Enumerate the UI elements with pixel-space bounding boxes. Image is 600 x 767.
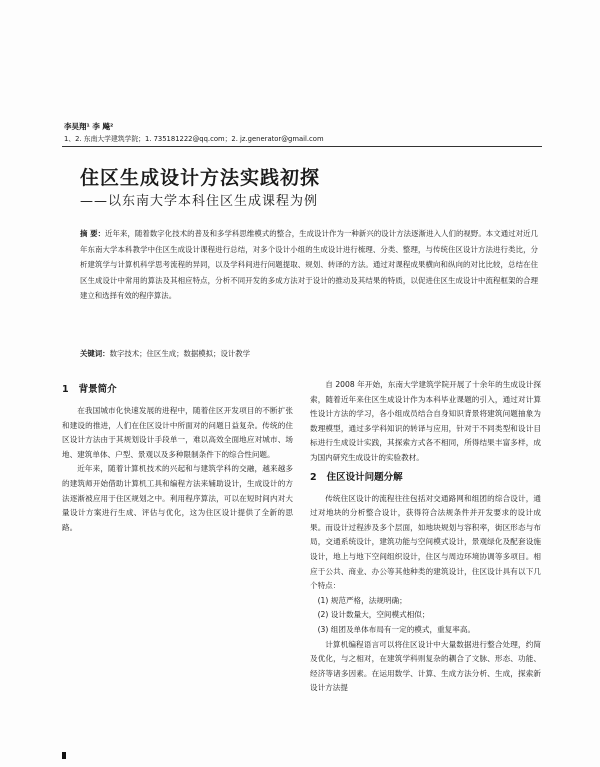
section-number: 1 (62, 384, 69, 395)
abstract-label: 摘 要： (80, 229, 106, 238)
header-divider (62, 146, 542, 147)
left-column (62, 378, 293, 535)
list-item: (2) 设计数量大，空间模式相似； (317, 610, 430, 620)
affiliation-line: 1、2. 东南大学建筑学院；1. 735181222@qq.com；2. jz.generator@gmail.com (64, 135, 324, 143)
list-item: (3) 组团及单体布局有一定的模式，重复率高。 (317, 624, 476, 634)
body-paragraph: 在我国城市化快速发展的进程中，随着住区开发项目的不断扩张和建设的推进，人们在住区设计中所面对的问题日益复杂。传统的住区设计方法由于其规划设计手段单一，难以高效全面地应对城市、场地、建筑单体、户型、景观以及多种限制条件下的综合性问题。 (62, 406, 293, 459)
paper-subtitle: ——以东南大学本科住区生成课程为例 (80, 194, 319, 209)
body-paragraph: 计算机编程语言可以将住区设计中大量数据进行整合处理，约简及优化，与之相对，在建筑学科则复杂的耦合了文脉、形态、功能、经济等诸多因素。在运用数学、计算、生成方法分析、生成，探索新设计方法提 (310, 639, 541, 693)
paper-title: 住区生成设计方法实践初探 (80, 167, 321, 189)
keywords-label: 关键词： (80, 349, 110, 358)
body-paragraph: 近年来，随着计算机技术的兴起和与建筑学科的交融，越来越多的建筑师开始借助计算机工具和编程方法来辅助设计，生成设计的方法逐渐被应用于住区规划之中。利用程序算法，可以在短时间内对大量设计方案进行生成、评估与优化，这为住区设计提供了全新的思路。 (62, 464, 293, 532)
section-number: 2 (310, 471, 317, 483)
right-column (310, 378, 541, 696)
list-item: (1) 规范严格，法规明确； (317, 595, 407, 605)
author-line: 李昊翔¹ 李 飚² (64, 122, 114, 131)
abstract-block (80, 226, 538, 304)
body-paragraph: 自 2008 年开始，东南大学建筑学院开展了十余年的生成设计探索，随着近年来住区生成设计作为本科毕业课题的引入，通过对计算性设计方法的学习，各小组成员结合自身知识背景将建筑问题抽象为数理模型，通过多学科知识的转译与应用，针对于不同类型和设计目标进行生成设计实践，其探索方式各不相同，所得结果丰富多样，成为国内研究生成设计的实验教材。 (310, 380, 541, 462)
section-title: 背景简介 (78, 384, 117, 395)
abstract-text: 近年来，随着数字化技术的普及和多学科思维模式的整合，生成设计作为一种新兴的设计方法逐渐进入人们的视野。本文通过对近几年东南大学本科教学中住区生成设计课程进行总结，对多个设计小组的生成设计进行梳理、分类、整理，与传统住区设计方法进行类比，分析建筑学与计算机科学思考流程的异同，以及学科间进行问题提取、规划、转译的方法。通过对课程成果横向和纵向的对比比较，总结在住区生成设计中常用的算法及其相应特点，分析不同开发的多成方法对于设计的推动及其结果的特质，以促进住区生成设计中流程框架的合理建立和选择有效的程序算法。 (80, 229, 538, 301)
page-corner-mark (62, 752, 66, 759)
keywords-text: 数字技术；住区生成；数据模拟；设计教学 (109, 349, 251, 358)
section-heading-2 (310, 468, 541, 488)
keywords-block (80, 348, 538, 359)
section-heading-1 (62, 380, 293, 400)
section-title: 住区设计问题分解 (326, 471, 403, 483)
body-paragraph: 传统住区设计的流程往往包括对交通路网和组团的综合设计，通过对地块的分析整合设计，获得符合法规条件并开发要求的设计成果。而设计过程涉及多个层面，如地块规划与容积率，街区形态与布局，交通系统设计，建筑功能与空间模式设计，景观绿化及配套设施设计，地上与地下空间组织设计，住区与周边环境协调等多项目。相应于公共、商业、办公等其他种类的建筑设计，住区设计具有以下几个特点： (310, 493, 541, 591)
